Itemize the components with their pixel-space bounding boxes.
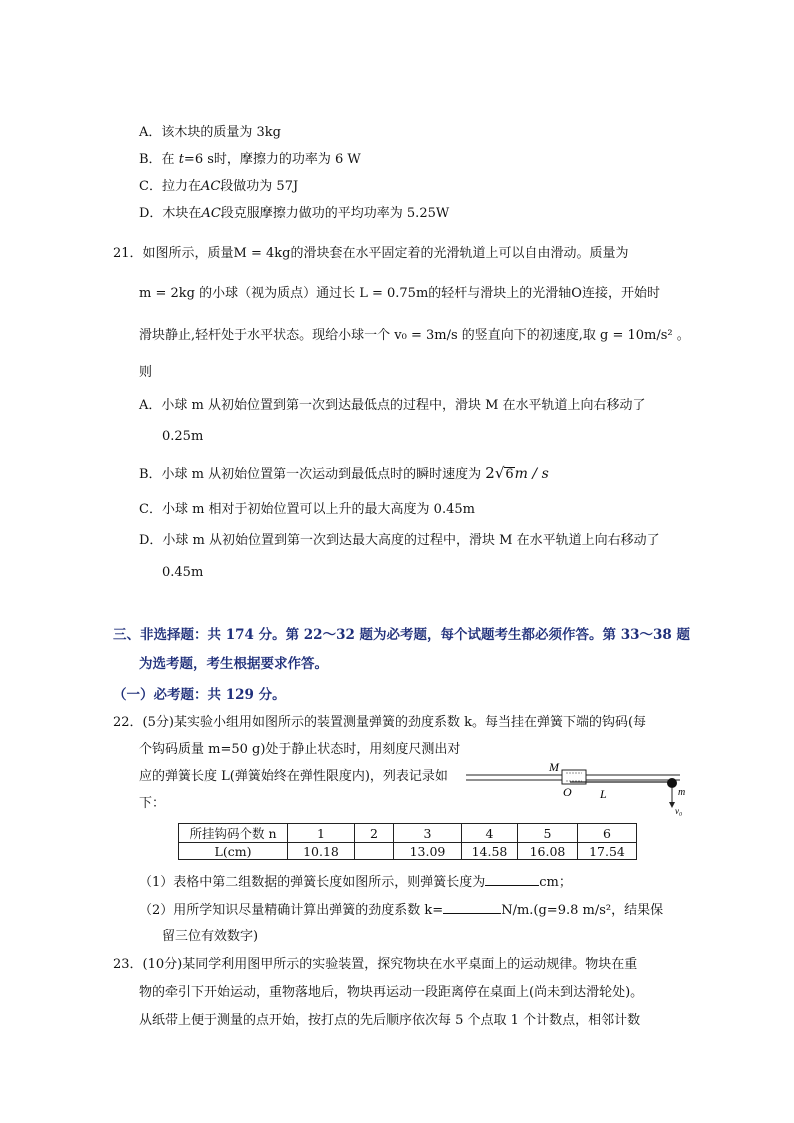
section3-heading-line1: 三、非选择题：共 174 分。第 22～32 题为必考题，每个试题考生都必须作答。第 33～38 题 [113,627,691,643]
section3-subheading: （一）必考题：共 129 分。 [113,687,286,703]
q23-line3: 从纸带上便于测量的点开始，按打点的先后顺序依次每 5 个点取 1 个计数点，相邻计数 [139,1013,641,1028]
table-row [179,824,637,843]
figure-label-M: M [549,760,559,774]
option-21-a-cont: 0.25m [162,429,204,444]
table-cell: 4 [462,824,518,843]
table-cell: 1 [288,824,355,843]
slider-rod-figure [462,758,692,816]
table-cell: 5 [518,824,578,843]
table-row-label: L(cm) [179,843,288,860]
table-cell: 3 [394,824,462,843]
figure-label-L: L [600,787,607,801]
section3-heading-line2: 为选考题，考生根据要求作答。 [139,656,328,672]
q22-sub2: （2）用所学知识尽量精确计算出弹簧的劲度系数 k= N/m.(g=9.8 m/s²，结果保 [139,903,664,918]
answer-blank[interactable] [485,873,539,886]
table-cell: 2 [355,824,394,843]
option-21-d-cont: 0.45m [162,565,204,580]
spring-data-table [178,823,637,860]
table-cell: 10.18 [288,843,355,860]
answer-blank[interactable] [443,901,501,914]
q22-line1: 22．(5分)某实验小组用如图所示的装置测量弹簧的劲度系数 k。每当挂在弹簧下端的钩码(每 [113,715,647,730]
q21-line4: 则 [139,365,153,380]
table-cell: 16.08 [518,843,578,860]
q23-line1: 23．(10分)某同学利用图甲所示的实验装置，探究物块在水平桌面上的运动规律。物块在重 [113,957,638,972]
q22-sub2-cont: 留三位有效数字) [162,929,259,944]
option-20-b: B．在 t=6 s时，摩擦力的功率为 6 W [139,152,361,167]
q22-line3: 应的弹簧长度 L(弹簧始终在弹性限度内)，列表记录如 [139,769,448,784]
option-21-a: A．小球 m 从初始位置到第一次到达最低点的过程中，滑块 M 在水平轨道上向右移动了 [139,398,646,413]
q22-line4: 下： [139,796,166,811]
option-21-d: D．小球 m 从初始位置到第一次到达最大高度的过程中，滑块 M 在水平轨道上向右移动了 [139,533,660,548]
option-20-a: A．该木块的质量为 3kg [139,125,281,140]
table-cell: 6 [578,824,637,843]
figure-label-v0: v₀ [675,806,683,816]
table-row [179,843,637,860]
table-cell: 13.09 [394,843,462,860]
option-21-c: C．小球 m 相对于初始位置可以上升的最大高度为 0.45m [139,502,475,517]
option-20-d: D．木块在AC段克服摩擦力做功的平均功率为 5.25W [139,206,450,221]
option-21-b: B．小球 m 从初始位置第一次运动到最低点时的瞬时速度为 2√6m / s [139,464,549,482]
figure-label-O: O [563,785,572,799]
table-cell: 17.54 [578,843,637,860]
q22-line2: 个钩码质量 m=50 g)处于静止状态时，用刻度尺测出对 [139,742,461,757]
q21-line1: 21．如图所示，质量M = 4kg的滑块套在水平固定着的光滑轨道上可以自由滑动。质量为 [113,246,629,261]
q21-line3: 滑块静止,轻杆处于水平状态。现给小球一个 v₀ = 3m/s 的竖直向下的初速度,取 g = 10m/s² 。 [139,328,690,343]
option-20-c: C．拉力在AC段做功为 57J [139,179,299,194]
table-cell [355,843,394,860]
figure-label-m: m [678,787,686,798]
q22-sub1: （1）表格中第二组数据的弹簧长度如图所示，则弹簧长度为 cm； [139,875,572,890]
q21-line2: m = 2kg 的小球（视为质点）通过长 L = 0.75m的轻杆与滑块上的光滑轴O连接，开始时 [139,286,660,301]
table-header-label: 所挂钩码个数 n [179,824,288,843]
table-cell: 14.58 [462,843,518,860]
q23-line2: 物的牵引下开始运动，重物落地后，物块再运动一段距离停在桌面上(尚未到达滑轮处)。 [139,985,644,1000]
